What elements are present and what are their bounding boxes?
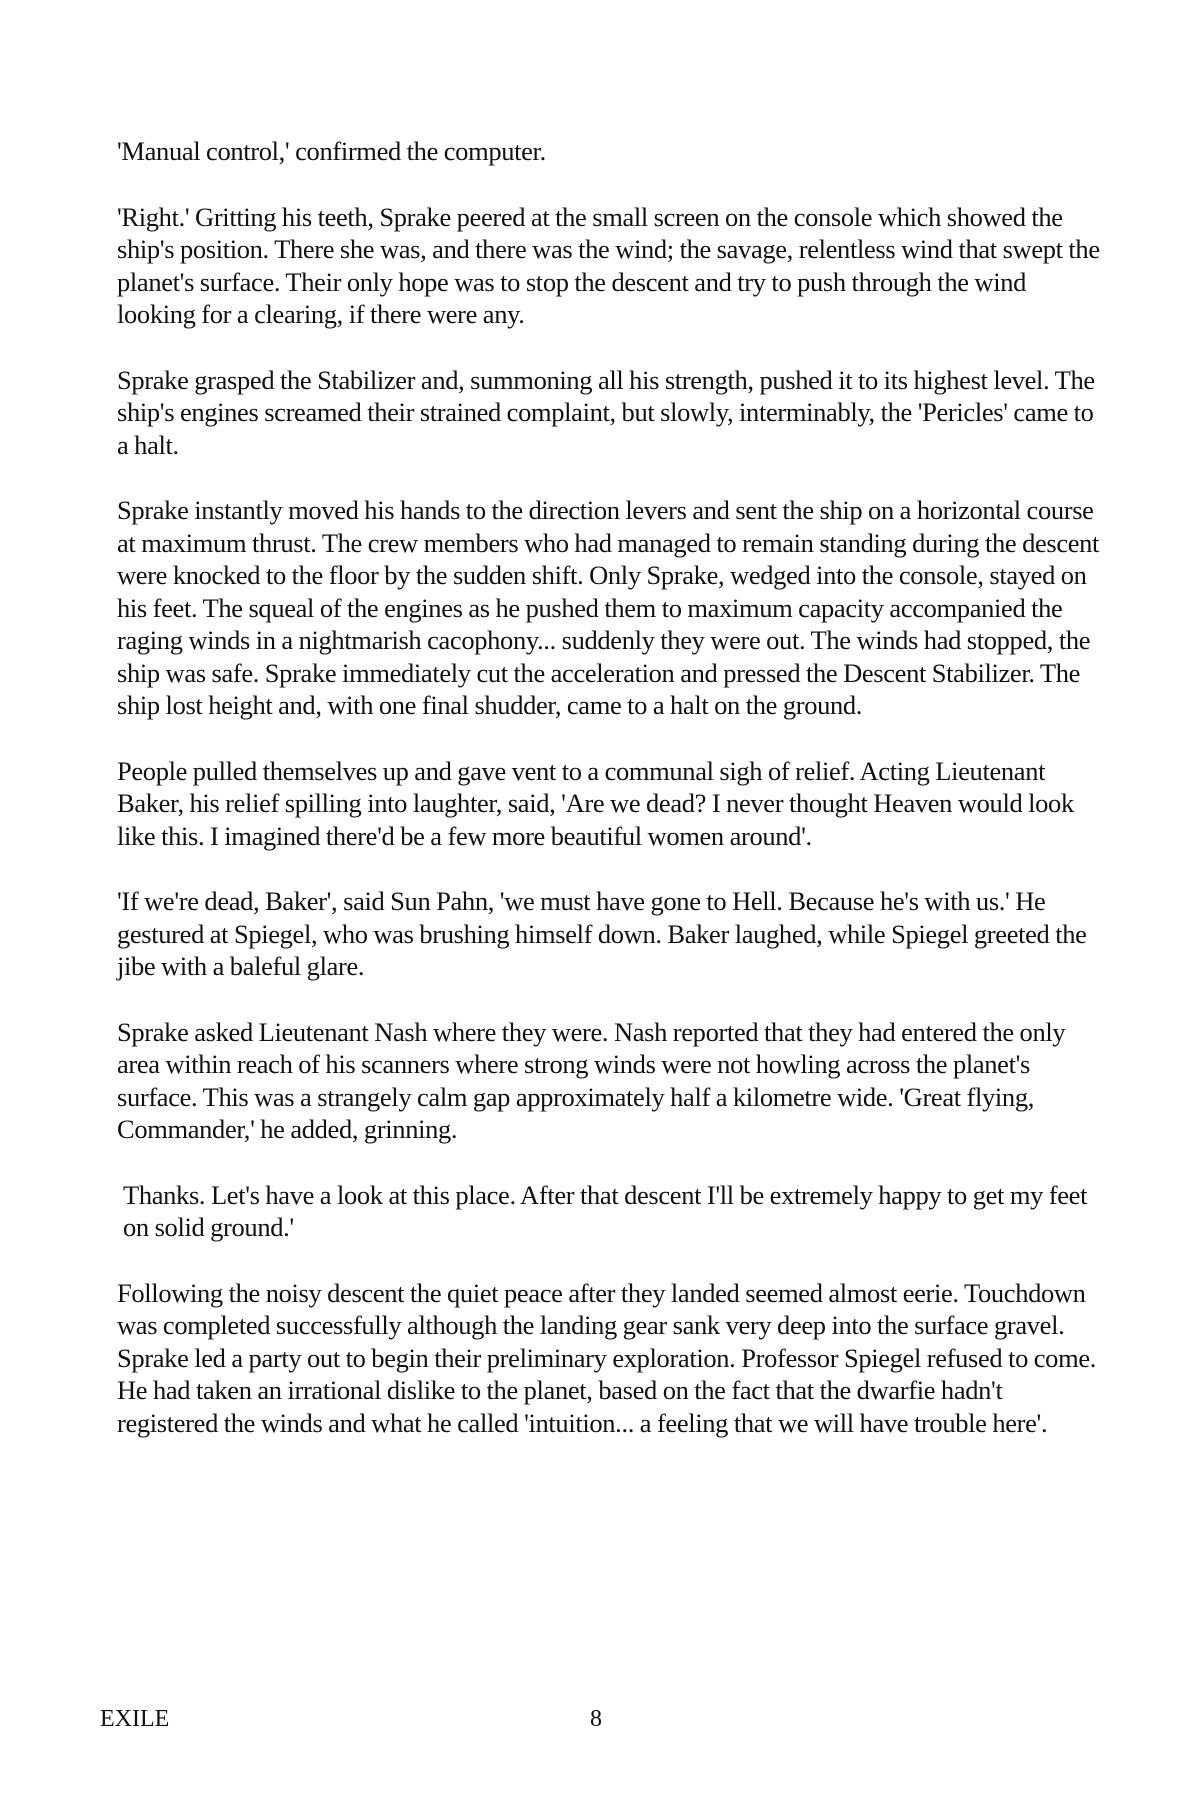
paragraph-stabilizer: Sprake grasped the Stabilizer and, summoning all his strength, pushed it to its highest level. The ship's engines screamed their strained complaint, but slowly, interminably, the 'Pericles' came to a halt.	[117, 364, 1095, 460]
paragraph-sun-pahn: 'If we're dead, Baker', said Sun Pahn, 'we must have gone to Hell. Because he's with us.' He gestured at Spiegel, who was brushing himself down. Baker laughed, while Spiegel greeted the jibe with a baleful glare.	[117, 886, 1087, 981]
paragraph-landing: Following the noisy descent the quiet peace after they landed seemed almost eerie. Touchdown was completed successfully although the landing gear sank very deep into the surface gravel. Sprake led a party out to begin their preliminary exploration. Professor Spiegel refused to come. He had taken an irrational dislike to the planet, based on the fact that the dwarfie hadn't registered the winds and what he called 'intuition... a feeling that we will have trouble here'.	[117, 1277, 1097, 1438]
paragraph-right: 'Right.' Gritting his teeth, Sprake peered at the small screen on the console which showed the ship's position. There she was, and there was the wind; the savage, relentless wind that swept the planet's surface. Their only hope was to stop the descent and try to push through the wind looking for a clearing, if there were any.	[117, 201, 1100, 329]
page-number: 8	[590, 1706, 602, 1732]
paragraph-communal-sigh: People pulled themselves up and gave vent to a communal sigh of relief. Acting Lieutenant Baker, his relief spilling into laughter, said, 'Are we dead? I never thought Heaven would look like this. I imagined there'd be a few more beautiful women around'.	[117, 755, 1074, 851]
paragraph-thanks: Thanks. Let's have a look at this place. After that descent I'll be extremely happy to get my feet on solid ground.'	[123, 1179, 1088, 1242]
paragraph-manual-control: 'Manual control,' confirmed the computer.	[117, 136, 546, 166]
footer-book-title: EXILE	[100, 1706, 170, 1732]
paragraph-lieutenant-nash: Sprake asked Lieutenant Nash where they were. Nash reported that they had entered the only area within reach of his scanners where strong winds were not howling across the planet's surface. This was a strangely calm gap approximately half a kilometre wide. 'Great flying, Commander,' he added, grinning.	[117, 1016, 1066, 1144]
paragraph-direction-levers: Sprake instantly moved his hands to the direction levers and sent the ship on a horizontal course at maximum thrust. The crew members who had managed to remain standing during the descent were knocked to the floor by the sudden shift. Only Sprake, wedged into the console, stayed on his feet. The squeal of the engines as he pushed them to maximum capacity accompanied the raging winds in a nightmarish cacophony... suddenly they were out. The winds had stopped, the ship was safe. Sprake immediately cut the acceleration and pressed the Descent Stabilizer. The ship lost height and, with one final shudder, came to a halt on the ground.	[117, 495, 1100, 720]
page-body	[117, 135, 1107, 1472]
